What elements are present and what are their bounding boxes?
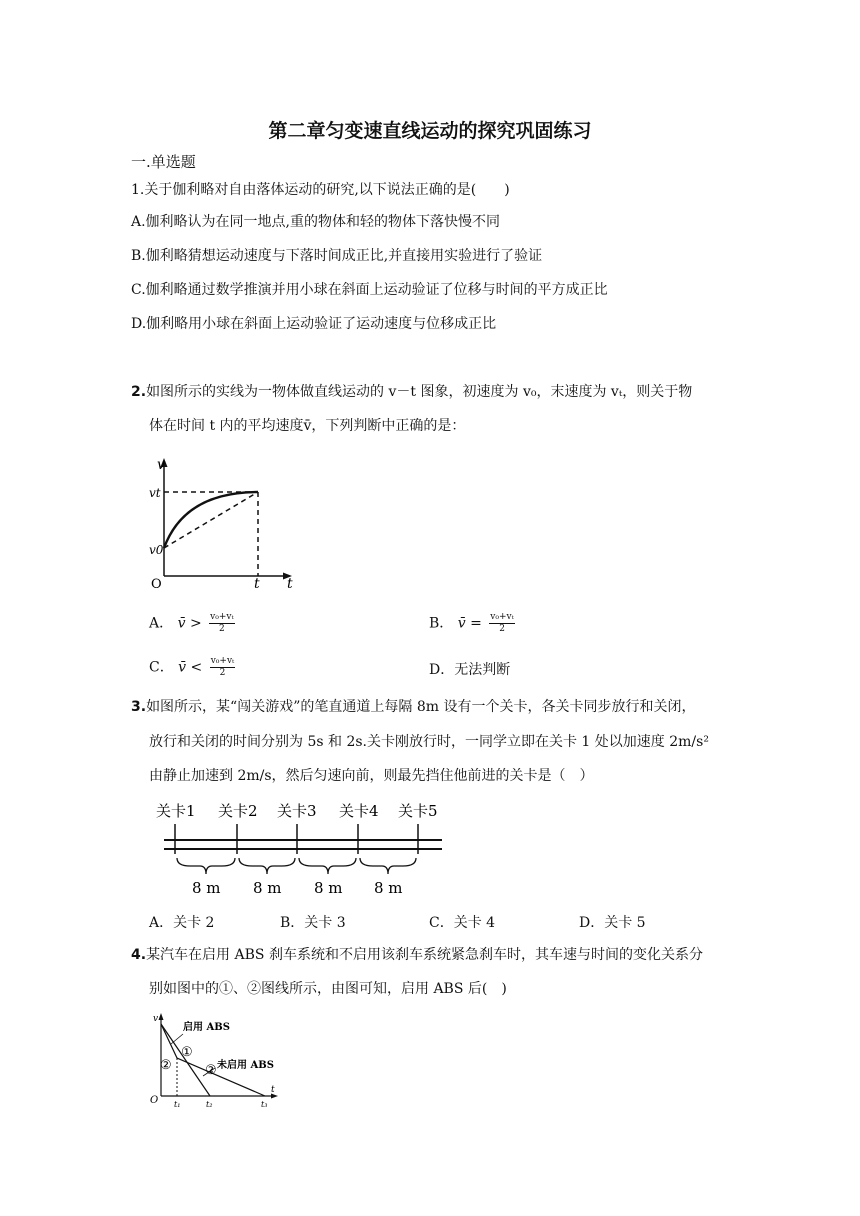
q3-brace-1 <box>177 858 235 874</box>
q4-origin-label: O <box>150 1095 159 1106</box>
q2-option-d: D．无法判断 <box>429 662 511 678</box>
q4-t-axis-label: t <box>271 1085 275 1095</box>
q1-stem: 1.关于伽利略对自由落体运动的研究,以下说法正确的是( ) <box>131 182 510 198</box>
q2-t-axis-label: t <box>287 576 293 590</box>
q2-vt-label: vt <box>149 486 161 500</box>
q2-vt-graph <box>148 452 298 590</box>
q1-option-b: B.伽利略猜想运动速度与下落时间成正比,并直接用实验进行了验证 <box>131 248 543 264</box>
q4-mark-1: ① <box>181 1045 193 1060</box>
q3-option-a: A．关卡 2 <box>149 915 215 931</box>
q3-number: 3. <box>131 699 147 715</box>
q3-line1: 3.如图所示，某“闯关游戏”的笔直通道上每隔 8m 设有一个关卡，各关卡同步放行和关闭， <box>131 699 696 715</box>
q2-v0-label: v0 <box>149 543 164 557</box>
q1-option-a: A.伽利略认为在同一地点,重的物体和轻的物体下落快慢不同 <box>131 214 501 230</box>
q3-distance-3: 8 m <box>314 879 343 897</box>
q3-option-d: D．关卡 5 <box>579 915 646 931</box>
q2-origin-label: O <box>151 577 162 590</box>
q3-track-diagram <box>150 796 450 900</box>
q3-gate-2-label: 关卡2 <box>218 802 258 820</box>
q4-label-abs-on: 启用 ABS <box>183 1022 230 1033</box>
q4-leader-abs-on <box>171 1034 183 1044</box>
section-heading: 一.单选题 <box>131 153 196 171</box>
q3-distance-4: 8 m <box>374 879 403 897</box>
q2-option-b: B． v̄ = $\frac{\text{v₀+vₜ}}{2}$ <box>429 612 514 634</box>
q4-vt-graph <box>145 1008 285 1110</box>
q2-stem-line1: 2.如图所示的实线为一物体做直线运动的 v－t 图象，初速度为 v₀，末速度为 vₜ，则关于物 <box>131 384 693 400</box>
q3-brace-4 <box>360 858 416 874</box>
q3-gate-5-label: 关卡5 <box>398 802 438 820</box>
q3-gate-4-label: 关卡4 <box>339 802 379 820</box>
q4-number: 4. <box>131 947 147 963</box>
q4-t2-label: t₂ <box>206 1100 213 1109</box>
q4-y-arrow <box>159 1013 164 1020</box>
page-title: 第二章匀变速直线运动的探究巩固练习 <box>268 120 592 142</box>
q3-line2: 放行和关闭的时间分别为 5s 和 2s.关卡刚放行时，一同学立即在关卡 1 处以加速度 2m/s² <box>149 734 709 750</box>
q4-mark-2: ② <box>160 1058 172 1073</box>
q3-option-c: C．关卡 4 <box>429 915 496 931</box>
q3-option-b: B．关卡 3 <box>280 915 346 931</box>
q3-distance-1: 8 m <box>192 879 221 897</box>
q1-option-d: D.伽利略用小球在斜面上运动验证了运动速度与位移成正比 <box>131 316 497 332</box>
q4-v-label: v <box>153 1014 159 1024</box>
q4-t3-label: t₃ <box>261 1100 268 1109</box>
q3-brace-3 <box>299 858 356 874</box>
q1-option-c: C.伽利略通过数学推演并用小球在斜面上运动验证了位移与时间的平方成正比 <box>131 282 608 298</box>
q4-label-abs-off: 未启用 ABS <box>217 1060 274 1071</box>
q4-line1: 4.某汽车在启用 ABS 刹车系统和不启用该刹车系统紧急刹车时，其车速与时间的变化关系分 <box>131 947 703 963</box>
q3-brace-2 <box>239 858 295 874</box>
q2-number: 2. <box>131 384 147 400</box>
q2-option-c: C． v̄ < $\frac{\text{v₀+vₜ}}{2}$ <box>149 656 235 678</box>
q4-line2: 别如图中的①、②图线所示，由图可知，启用 ABS 后( ) <box>149 981 507 997</box>
q2-stem-line2: 体在时间 t 内的平均速度v̄，下列判断中正确的是： <box>149 418 466 434</box>
q2-v-label: v <box>157 457 165 473</box>
q3-line3: 由静止加速到 2m/s，然后匀速向前，则最先挡住他前进的关卡是（ ） <box>149 768 594 784</box>
q2-t-label: t <box>254 576 260 590</box>
q4-mark-2b: ② <box>205 1063 217 1078</box>
q3-gate-1-label: 关卡1 <box>156 802 196 820</box>
q3-distance-2: 8 m <box>253 879 282 897</box>
q3-gate-3-label: 关卡3 <box>277 802 317 820</box>
q4-t1-label: t₁ <box>174 1100 181 1109</box>
q2-option-a: A． v̄ > $\frac{\text{v₀+vₜ}}{2}$ <box>149 612 234 634</box>
